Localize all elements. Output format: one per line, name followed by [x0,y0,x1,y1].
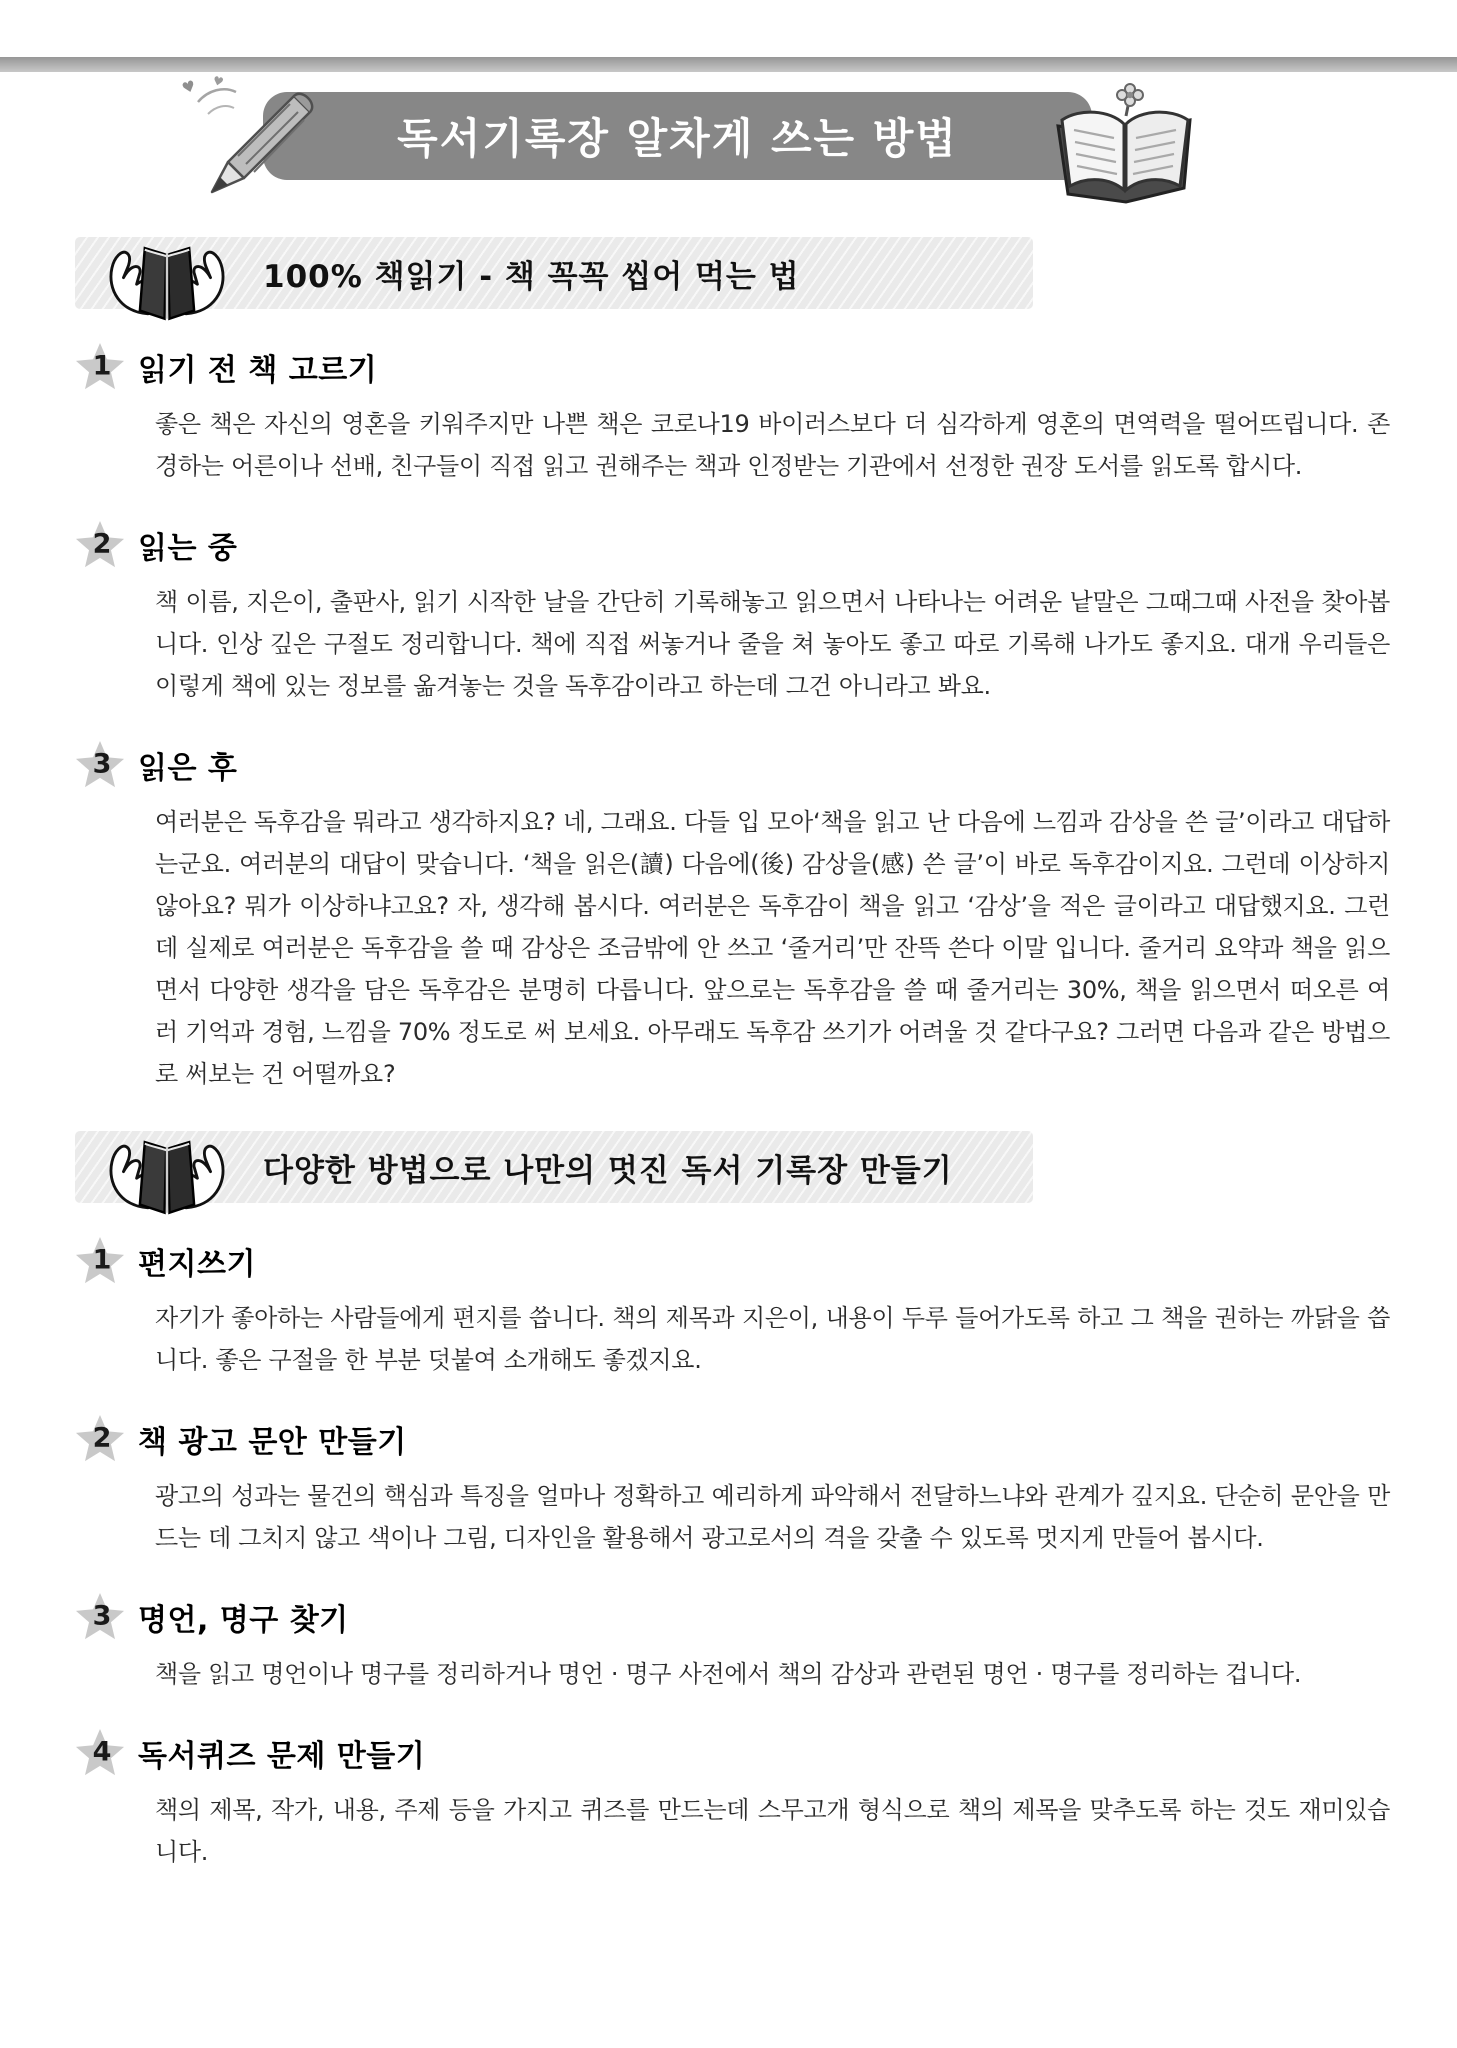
item-number-star [75,1728,125,1778]
item-number: 2 [92,528,112,560]
item-number: 2 [92,1422,112,1454]
title-banner-row [0,68,1457,203]
list-item [75,1591,1390,1695]
item-number-star [75,342,125,392]
item-body: 광고의 성과는 물건의 핵심과 특징을 얼마나 정확하고 예리하게 파악해서 전달하느냐와 관계가 깊지요. 단순히 문안을 만드는 데 그치지 않고 색이나 그림, 디자인을 활용해서 광고로서의 격을 갖출 수 있도록 멋지게 만들어 봅시다. [155,1482,1390,1552]
list-item [75,519,1390,707]
list-item [75,1235,1390,1381]
section-journal-methods [75,1131,1390,1873]
page-title: 독서기록장 알차게 쓰는 방법 [397,114,958,163]
pencil-icon [178,68,353,198]
item-number: 1 [92,1244,112,1276]
item-number-star [75,520,125,570]
item-number-star [75,1592,125,1642]
item-heading-row [75,739,1390,791]
book-hands-icon [83,1124,251,1216]
list-item [75,1413,1390,1559]
item-body: 책의 제목, 작가, 내용, 주제 등을 가지고 퀴즈를 만드는데 스무고개 형식으로 책의 제목을 맞추도록 하는 것도 재미있습니다. [155,1796,1390,1866]
item-heading-row [75,519,1390,571]
section-header-title: 다양한 방법으로 나만의 멋진 독서 기록장 만들기 [263,1152,953,1189]
section-header-banner [75,1131,1033,1203]
item-body: 자기가 좋아하는 사람들에게 편지를 씁니다. 책의 제목과 지은이, 내용이 두루 들어가도록 하고 그 책을 권하는 까닭을 씁니다. 좋은 구절을 한 부분 덧붙여 소개해도 좋겠지요. [155,1304,1390,1374]
list-item [75,341,1390,487]
item-heading-row [75,1727,1390,1779]
list-item [75,739,1390,1095]
item-heading: 명언, 명구 찾기 [138,1603,349,1638]
item-heading: 읽기 전 책 고르기 [138,353,378,388]
item-number: 3 [92,1600,112,1632]
item-number: 3 [92,748,112,780]
item-body: 책을 읽고 명언이나 명구를 정리하거나 명언 · 명구 사전에서 책의 감상과 관련된 명언 · 명구를 정리하는 겁니다. [155,1660,1302,1688]
item-number: 4 [92,1736,112,1768]
item-heading-row [75,1591,1390,1643]
list-item [75,1727,1390,1873]
item-heading-row [75,1413,1390,1465]
svg-text:♥: ♥ [211,73,226,90]
item-body: 여러분은 독후감을 뭐라고 생각하지요? 네, 그래요. 다들 입 모아‘책을 읽고 난 다음에 느낌과 감상을 쓴 글’이라고 대답하는군요. 여러분의 대답이 맞습니다. ‘책을 읽은(讀) 다음에(後) 감상을(感) 쓴 글’이 바로 독후감이지요. 그런데 이상하지 않아요? 뭐가 이상하냐고요? 자, 생각해 봅시다. 여러분은 독후감이 책을 읽고 ‘감상’을 적은 글이라고 대답했지요. 그런데 실제로 여러분은 독후감을 쓸 때 감상은 조금밖에 안 쓰고 ‘줄거리’만 잔뜩 쓴다 이말 입니다. 줄거리 요약과 책을 읽으면서 다양한 생각을 담은 독후감은 분명히 다릅니다. 앞으로는 독후감을 쓸 때 줄거리는 30%, 책을 읽으면서 떠오른 여러 기억과 경험, 느낌을 70% 정도로 써 보세요. 아무래도 독후감 쓰기가 어려울 것 같다구요? 그러면 다음과 같은 방법으로 써보는 건 어떨까요? [155,808,1390,1088]
book-hands-icon [83,230,251,322]
item-heading-row [75,1235,1390,1287]
item-heading: 읽는 중 [138,531,238,566]
open-book-icon [1040,82,1200,204]
content-column [75,237,1390,1873]
item-body: 좋은 책은 자신의 영혼을 키워주지만 나쁜 책은 코로나19 바이러스보다 더 심각하게 영혼의 면역력을 떨어뜨립니다. 존경하는 어른이나 선배, 친구들이 직접 읽고 권해주는 책과 인정받는 기관에서 선정한 권장 도서를 읽도록 합시다. [155,410,1390,480]
section-header-title: 100% 책읽기 - 책 꼭꼭 씹어 먹는 법 [263,258,800,295]
svg-text:♥: ♥ [179,76,199,98]
item-number: 1 [92,350,112,382]
item-heading-row [75,341,1390,393]
item-heading: 책 광고 문안 만들기 [138,1425,407,1460]
item-number-star [75,1236,125,1286]
item-heading: 독서퀴즈 문제 만들기 [138,1739,426,1774]
item-number-star [75,740,125,790]
section-header-banner [75,237,1033,309]
item-heading: 읽은 후 [138,751,238,786]
section-reading-100 [75,237,1390,1095]
item-body: 책 이름, 지은이, 출판사, 읽기 시작한 날을 간단히 기록해놓고 읽으면서 나타나는 어려운 낱말은 그때그때 사전을 찾아봅니다. 인상 깊은 구절도 정리합니다. 책에 직접 써놓거나 줄을 쳐 놓아도 좋고 따로 기록해 나가도 좋지요. 대개 우리들은 이렇게 책에 있는 정보를 옮겨놓는 것을 독후감이라고 하는데 그건 아니라고 봐요. [155,588,1390,700]
title-banner [263,92,1092,180]
item-heading: 편지쓰기 [138,1247,256,1282]
item-number-star [75,1414,125,1464]
